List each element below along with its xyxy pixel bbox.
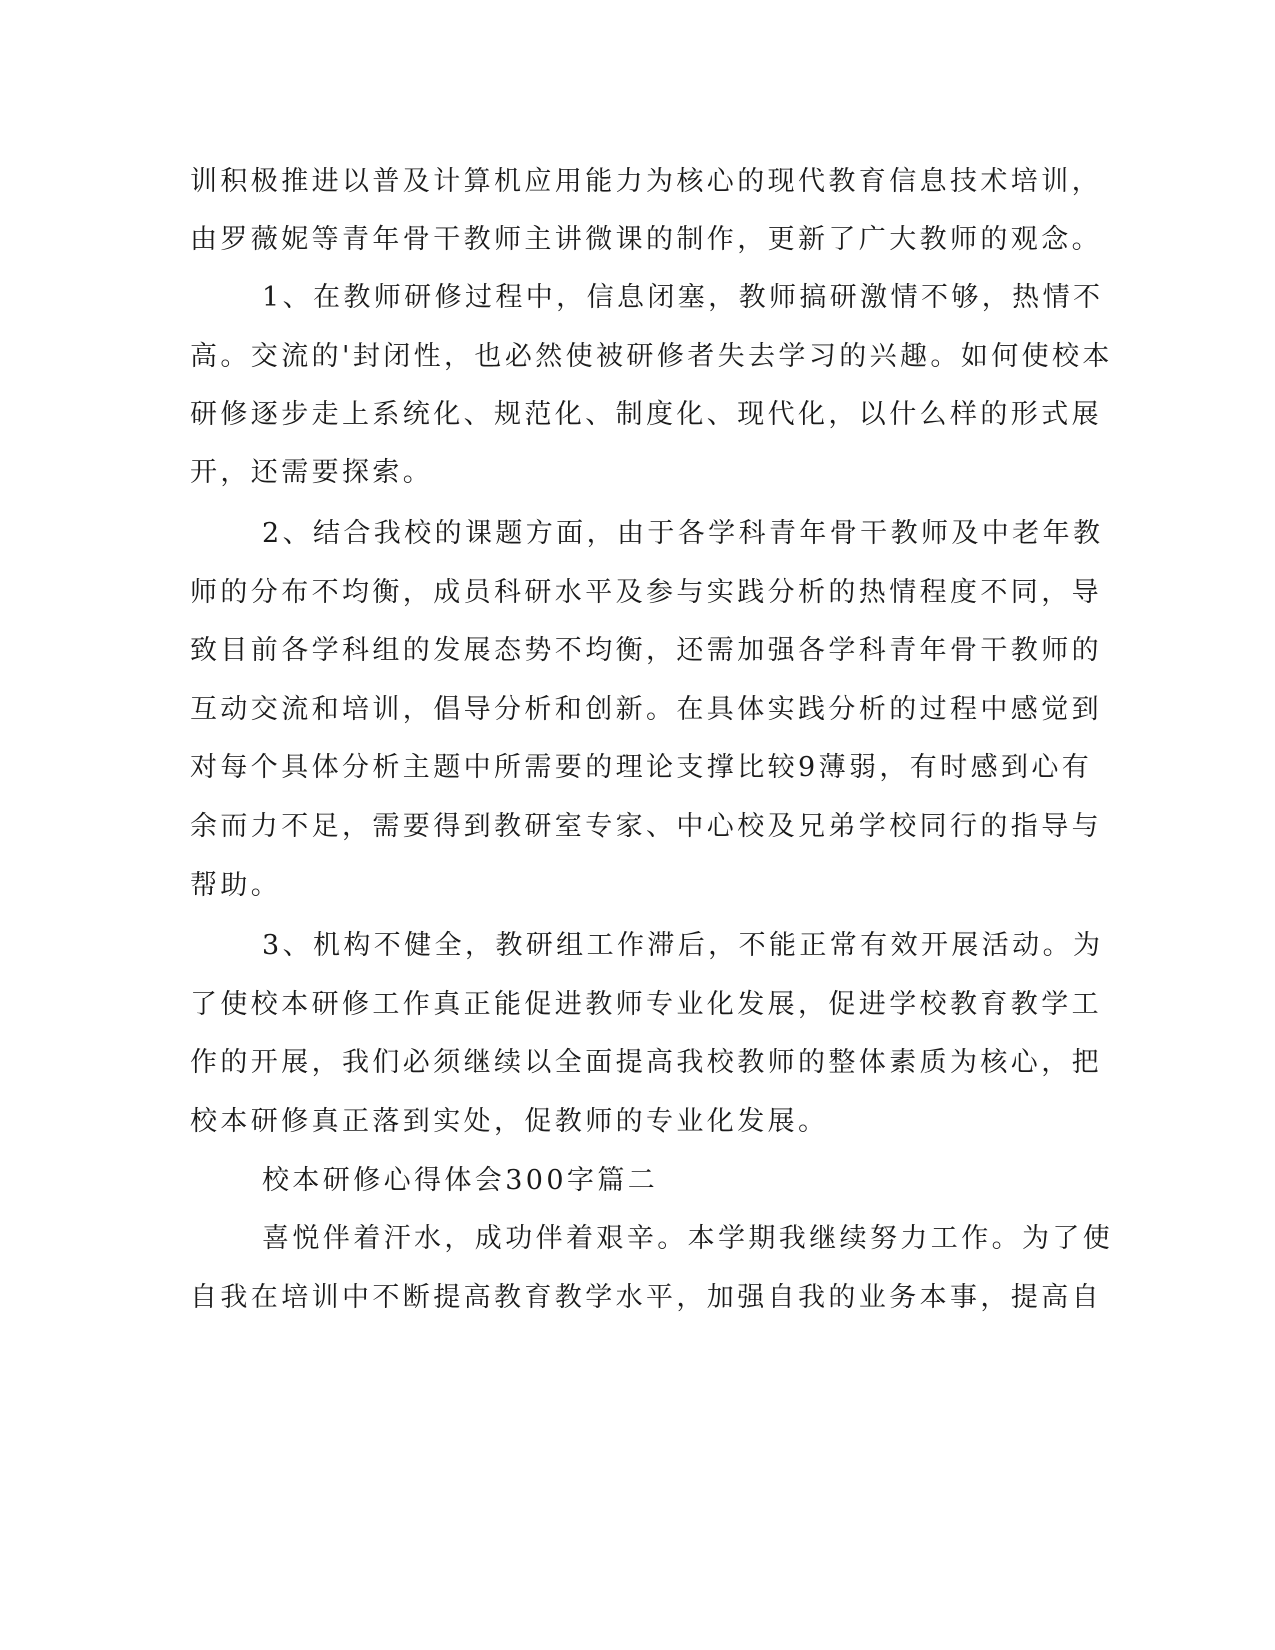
paragraph-line: 开，还需要探索。	[190, 457, 434, 488]
paragraph-line: 由罗薇妮等青年骨干教师主讲微课的制作，更新了广大教师的观念。	[190, 224, 1102, 255]
paragraph-line: 致目前各学科组的发展态势不均衡，还需加强各学科青年骨干教师的	[190, 635, 1102, 666]
paragraph-line: 2、结合我校的课题方面，由于各学科青年骨干教师及中老年教	[262, 518, 1104, 549]
paragraph-line: 1、在教师研修过程中，信息闭塞，教师搞研激情不够，热情不	[262, 282, 1104, 313]
section-heading: 校本研修心得体会300字篇二	[262, 1165, 659, 1196]
paragraph-line: 研修逐步走上系统化、规范化、制度化、现代化，以什么样的形式展	[190, 399, 1102, 430]
paragraph-line: 互动交流和培训，倡导分析和创新。在具体实践分析的过程中感觉到	[190, 694, 1102, 725]
paragraph-line: 余而力不足，需要得到教研室专家、中心校及兄弟学校同行的指导与	[190, 811, 1102, 842]
paragraph-line: 了使校本研修工作真正能促进教师专业化发展，促进学校教育教学工	[190, 989, 1102, 1020]
paragraph-line: 自我在培训中不断提高教育教学水平，加强自我的业务本事，提高自	[190, 1282, 1102, 1313]
paragraph-line: 高。交流的'封闭性，也必然使被研修者失去学习的兴趣。如何使校本	[190, 341, 1113, 372]
paragraph-line: 作的开展，我们必须继续以全面提高我校教师的整体素质为核心，把	[190, 1047, 1102, 1078]
paragraph-line: 帮助。	[190, 870, 282, 901]
paragraph-line: 训积极推进以普及计算机应用能力为核心的现代教育信息技术培训，	[190, 166, 1102, 197]
paragraph-line: 喜悦伴着汗水，成功伴着艰辛。本学期我继续努力工作。为了使	[262, 1223, 1114, 1254]
paragraph-line: 校本研修真正落到实处，促教师的专业化发展。	[190, 1106, 829, 1137]
paragraph-line: 对每个具体分析主题中所需要的理论支撑比较9薄弱，有时感到心有	[190, 752, 1093, 783]
paragraph-line: 师的分布不均衡，成员科研水平及参与实践分析的热情程度不同，导	[190, 577, 1102, 608]
paragraph-line: 3、机构不健全，教研组工作滞后，不能正常有效开展活动。为	[262, 930, 1104, 961]
